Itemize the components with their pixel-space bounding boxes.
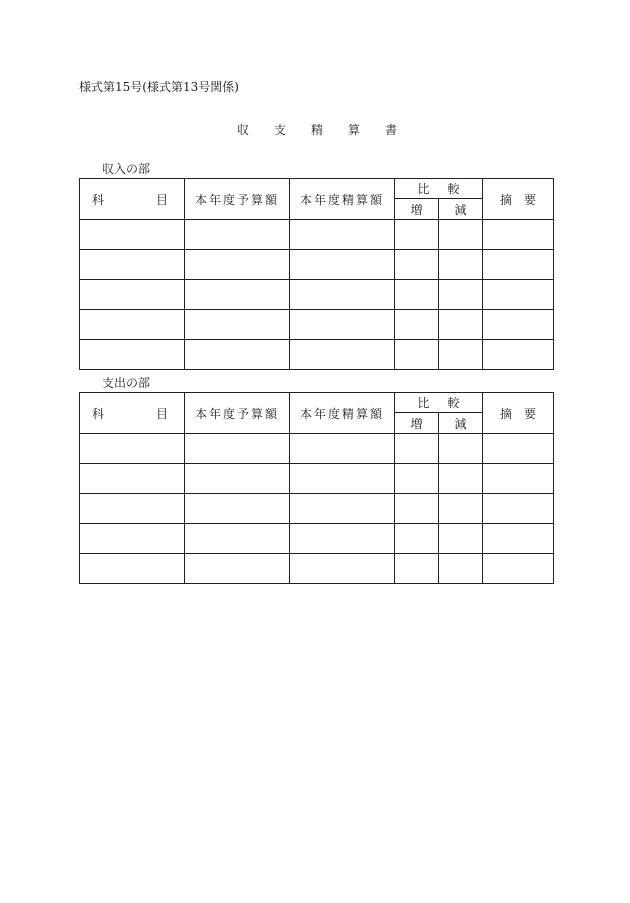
cell-settlement[interactable] bbox=[290, 554, 395, 584]
cell-increase[interactable] bbox=[395, 434, 439, 464]
cell-decrease[interactable] bbox=[439, 340, 483, 370]
cell-remarks[interactable] bbox=[483, 220, 554, 250]
cell-decrease[interactable] bbox=[439, 524, 483, 554]
cell-settlement[interactable] bbox=[290, 250, 395, 280]
cell-remarks[interactable] bbox=[483, 310, 554, 340]
header-increase: 増 bbox=[395, 413, 439, 434]
title-char: 精 bbox=[310, 123, 323, 137]
cell-remarks[interactable] bbox=[483, 464, 554, 494]
header-budget: 本年度予算額 bbox=[185, 393, 290, 434]
cell-item[interactable] bbox=[80, 310, 185, 340]
cell-budget[interactable] bbox=[185, 434, 290, 464]
income-section-label: 収入の部 bbox=[102, 162, 151, 176]
cell-budget[interactable] bbox=[185, 250, 290, 280]
cell-settlement[interactable] bbox=[290, 220, 395, 250]
header-comparison-left: 比 bbox=[417, 396, 430, 410]
cell-budget[interactable] bbox=[185, 524, 290, 554]
header-comparison-right: 較 bbox=[447, 182, 460, 196]
cell-increase[interactable] bbox=[395, 250, 439, 280]
header-comparison bbox=[395, 179, 483, 199]
header-remarks-left: 摘 bbox=[500, 192, 513, 207]
cell-budget[interactable] bbox=[185, 220, 290, 250]
header-budget: 本年度予算額 bbox=[185, 179, 290, 220]
cell-remarks[interactable] bbox=[483, 250, 554, 280]
cell-budget[interactable] bbox=[185, 464, 290, 494]
header-item-left: 科 bbox=[92, 406, 105, 421]
cell-remarks[interactable] bbox=[483, 494, 554, 524]
cell-budget[interactable] bbox=[185, 280, 290, 310]
cell-decrease[interactable] bbox=[439, 310, 483, 340]
header-increase: 増 bbox=[395, 199, 439, 220]
cell-settlement[interactable] bbox=[290, 464, 395, 494]
cell-remarks[interactable] bbox=[483, 554, 554, 584]
header-item-left: 科 bbox=[92, 192, 105, 207]
header-decrease: 減 bbox=[439, 199, 483, 220]
cell-settlement[interactable] bbox=[290, 434, 395, 464]
header-remarks-left: 摘 bbox=[500, 406, 513, 421]
header-decrease: 減 bbox=[439, 413, 483, 434]
cell-remarks[interactable] bbox=[483, 524, 554, 554]
header-comparison-right: 較 bbox=[447, 396, 460, 410]
table-row bbox=[80, 524, 554, 554]
cell-decrease[interactable] bbox=[439, 464, 483, 494]
table-row bbox=[80, 464, 554, 494]
table-row bbox=[80, 494, 554, 524]
header-comparison bbox=[395, 393, 483, 413]
header-row bbox=[80, 393, 554, 413]
table-row bbox=[80, 434, 554, 464]
table-row bbox=[80, 340, 554, 370]
cell-budget[interactable] bbox=[185, 494, 290, 524]
cell-budget[interactable] bbox=[185, 310, 290, 340]
cell-decrease[interactable] bbox=[439, 554, 483, 584]
cell-increase[interactable] bbox=[395, 220, 439, 250]
cell-item[interactable] bbox=[80, 494, 185, 524]
cell-settlement[interactable] bbox=[290, 524, 395, 554]
cell-decrease[interactable] bbox=[439, 220, 483, 250]
cell-decrease[interactable] bbox=[439, 280, 483, 310]
cell-item[interactable] bbox=[80, 434, 185, 464]
table-row bbox=[80, 554, 554, 584]
cell-decrease[interactable] bbox=[439, 434, 483, 464]
cell-remarks[interactable] bbox=[483, 280, 554, 310]
table-row bbox=[80, 250, 554, 280]
table-row bbox=[80, 220, 554, 250]
header-comparison-left: 比 bbox=[417, 182, 430, 196]
cell-item[interactable] bbox=[80, 280, 185, 310]
title-char: 支 bbox=[273, 123, 286, 137]
cell-increase[interactable] bbox=[395, 280, 439, 310]
header-remarks bbox=[483, 393, 554, 434]
cell-increase[interactable] bbox=[395, 524, 439, 554]
cell-item[interactable] bbox=[80, 464, 185, 494]
cell-item[interactable] bbox=[80, 554, 185, 584]
header-item-right: 目 bbox=[155, 406, 168, 421]
cell-increase[interactable] bbox=[395, 340, 439, 370]
cell-item[interactable] bbox=[80, 250, 185, 280]
header-remarks-right: 要 bbox=[523, 406, 536, 421]
cell-decrease[interactable] bbox=[439, 250, 483, 280]
cell-settlement[interactable] bbox=[290, 494, 395, 524]
table-row bbox=[80, 280, 554, 310]
header-settlement: 本年度精算額 bbox=[290, 393, 395, 434]
cell-increase[interactable] bbox=[395, 494, 439, 524]
header-remarks bbox=[483, 179, 554, 220]
expense-table bbox=[79, 392, 554, 584]
cell-settlement[interactable] bbox=[290, 340, 395, 370]
form-number: 様式第15号(様式第13号関係) bbox=[79, 80, 239, 94]
cell-item[interactable] bbox=[80, 220, 185, 250]
title-char: 算 bbox=[347, 123, 360, 137]
title-char: 書 bbox=[384, 123, 397, 137]
header-item bbox=[80, 393, 185, 434]
header-remarks-right: 要 bbox=[523, 192, 536, 207]
header-item bbox=[80, 179, 185, 220]
header-item-right: 目 bbox=[155, 192, 168, 207]
cell-settlement[interactable] bbox=[290, 280, 395, 310]
cell-budget[interactable] bbox=[185, 554, 290, 584]
cell-decrease[interactable] bbox=[439, 494, 483, 524]
header-settlement: 本年度精算額 bbox=[290, 179, 395, 220]
cell-item[interactable] bbox=[80, 340, 185, 370]
cell-increase[interactable] bbox=[395, 554, 439, 584]
cell-settlement[interactable] bbox=[290, 310, 395, 340]
income-table bbox=[79, 178, 554, 370]
cell-remarks[interactable] bbox=[483, 340, 554, 370]
cell-increase[interactable] bbox=[395, 464, 439, 494]
cell-budget[interactable] bbox=[185, 340, 290, 370]
document-title bbox=[237, 121, 397, 139]
cell-item[interactable] bbox=[80, 524, 185, 554]
expense-section-label: 支出の部 bbox=[102, 376, 151, 390]
table-row bbox=[80, 310, 554, 340]
title-char: 収 bbox=[237, 123, 250, 137]
cell-increase[interactable] bbox=[395, 310, 439, 340]
header-row bbox=[80, 179, 554, 199]
cell-remarks[interactable] bbox=[483, 434, 554, 464]
